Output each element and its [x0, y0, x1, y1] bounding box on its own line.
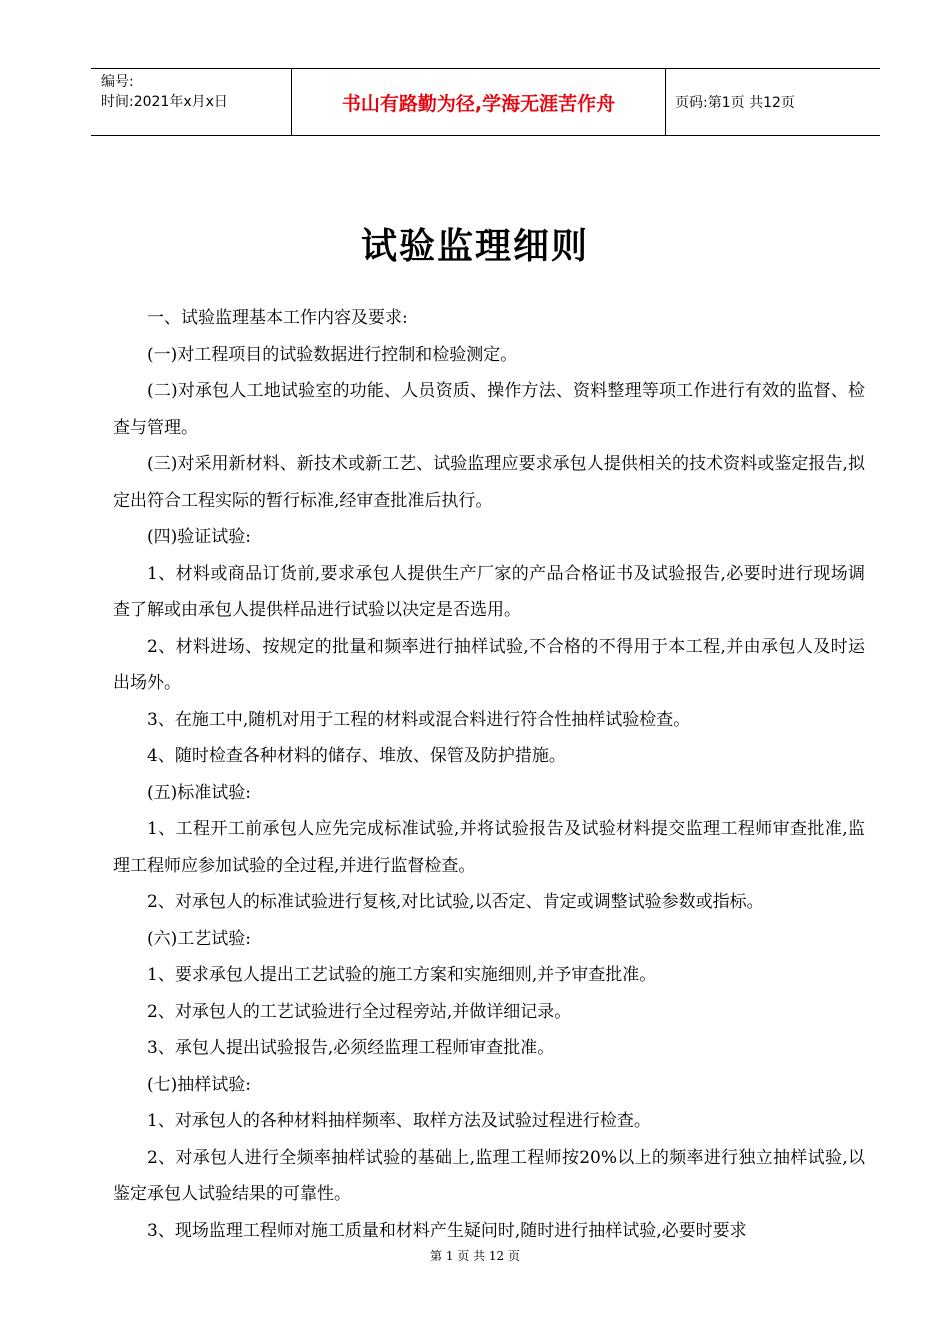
paragraph: (七)抽样试验: [147, 1074, 251, 1095]
document-title: 试验监理细则 [360, 226, 589, 267]
paragraph: 2、对承包人的工艺试验进行全过程旁站,并做详细记录。 [147, 1001, 572, 1022]
paragraph: 4、随时检查各种材料的储存、堆放、保管及防护措施。 [147, 746, 566, 766]
paragraph: 一、试验监理基本工作内容及要求: [147, 308, 408, 328]
header-motto: 书山有路勤为径,学海无涯苦作舟 [292, 69, 666, 135]
paragraph: (六)工艺试验: [147, 928, 251, 949]
header-meta-cell [91, 69, 292, 135]
paragraph: 3、承包人提出试验报告,必须经监理工程师审查批准。 [147, 1038, 555, 1058]
paragraph: 1、对承包人的各种材料抽样频率、取样方法及试验过程进行检查。 [147, 1111, 651, 1131]
paragraph: 3、现场监理工程师对施工质量和材料产生疑问时,随时进行抽样试验,必要时要求 [147, 1220, 747, 1241]
document-header [91, 68, 880, 136]
paragraph: (三)对采用新材料、新技术或新工艺、试验监理应要求承包人提供相关的技术资料或鉴定报告,拟定出符合工程实际的暂行标准,经审查批准后执行。 [113, 454, 865, 511]
page-footer: 第 1 页 共 12 页 [430, 1249, 520, 1263]
paragraph: 3、在施工中,随机对用于工程的材料或混合料进行符合性抽样试验检查。 [147, 709, 691, 730]
paragraph: (五)标准试验: [147, 782, 251, 803]
paragraph: 2、对承包人的标准试验进行复核,对比试验,以否定、肯定或调整试验参数或指标。 [147, 892, 764, 912]
paragraph: 2、对承包人进行全频率抽样试验的基础上,监理工程师按20%以上的频率进行独立抽样试验,以鉴定承包人试验结果的可靠性。 [113, 1147, 865, 1204]
paragraph: 2、材料进场、按规定的批量和频率进行抽样试验,不合格的不得用于本工程,并由承包人及时运出场外。 [113, 636, 865, 693]
paragraph: 1、工程开工前承包人应先完成标准试验,并将试验报告及试验材料提交监理工程师审查批准,监理工程师应参加试验的全过程,并进行监督检查。 [113, 819, 865, 876]
paragraph: 1、要求承包人提出工艺试验的施工方案和实施细则,并予审查批准。 [147, 965, 657, 985]
number-label: 编号: [101, 74, 134, 90]
paragraph: 1、材料或商品订货前,要求承包人提供生产厂家的产品合格证书及试验报告,必要时进行现场调查了解或由承包人提供样品进行试验以决定是否选用。 [113, 563, 865, 620]
paragraph: (一)对工程项目的试验数据进行控制和检验测定。 [147, 344, 518, 365]
paragraph: (二)对承包人工地试验室的功能、人员资质、操作方法、资料整理等项工作进行有效的监督、检查与管理。 [113, 381, 865, 438]
header-page-info: 页码:第1页 共12页 [675, 95, 795, 111]
time-label: 时间:2021年x月x日 [101, 94, 228, 110]
paragraph: (四)验证试验: [147, 527, 251, 547]
document-body [113, 300, 865, 1249]
